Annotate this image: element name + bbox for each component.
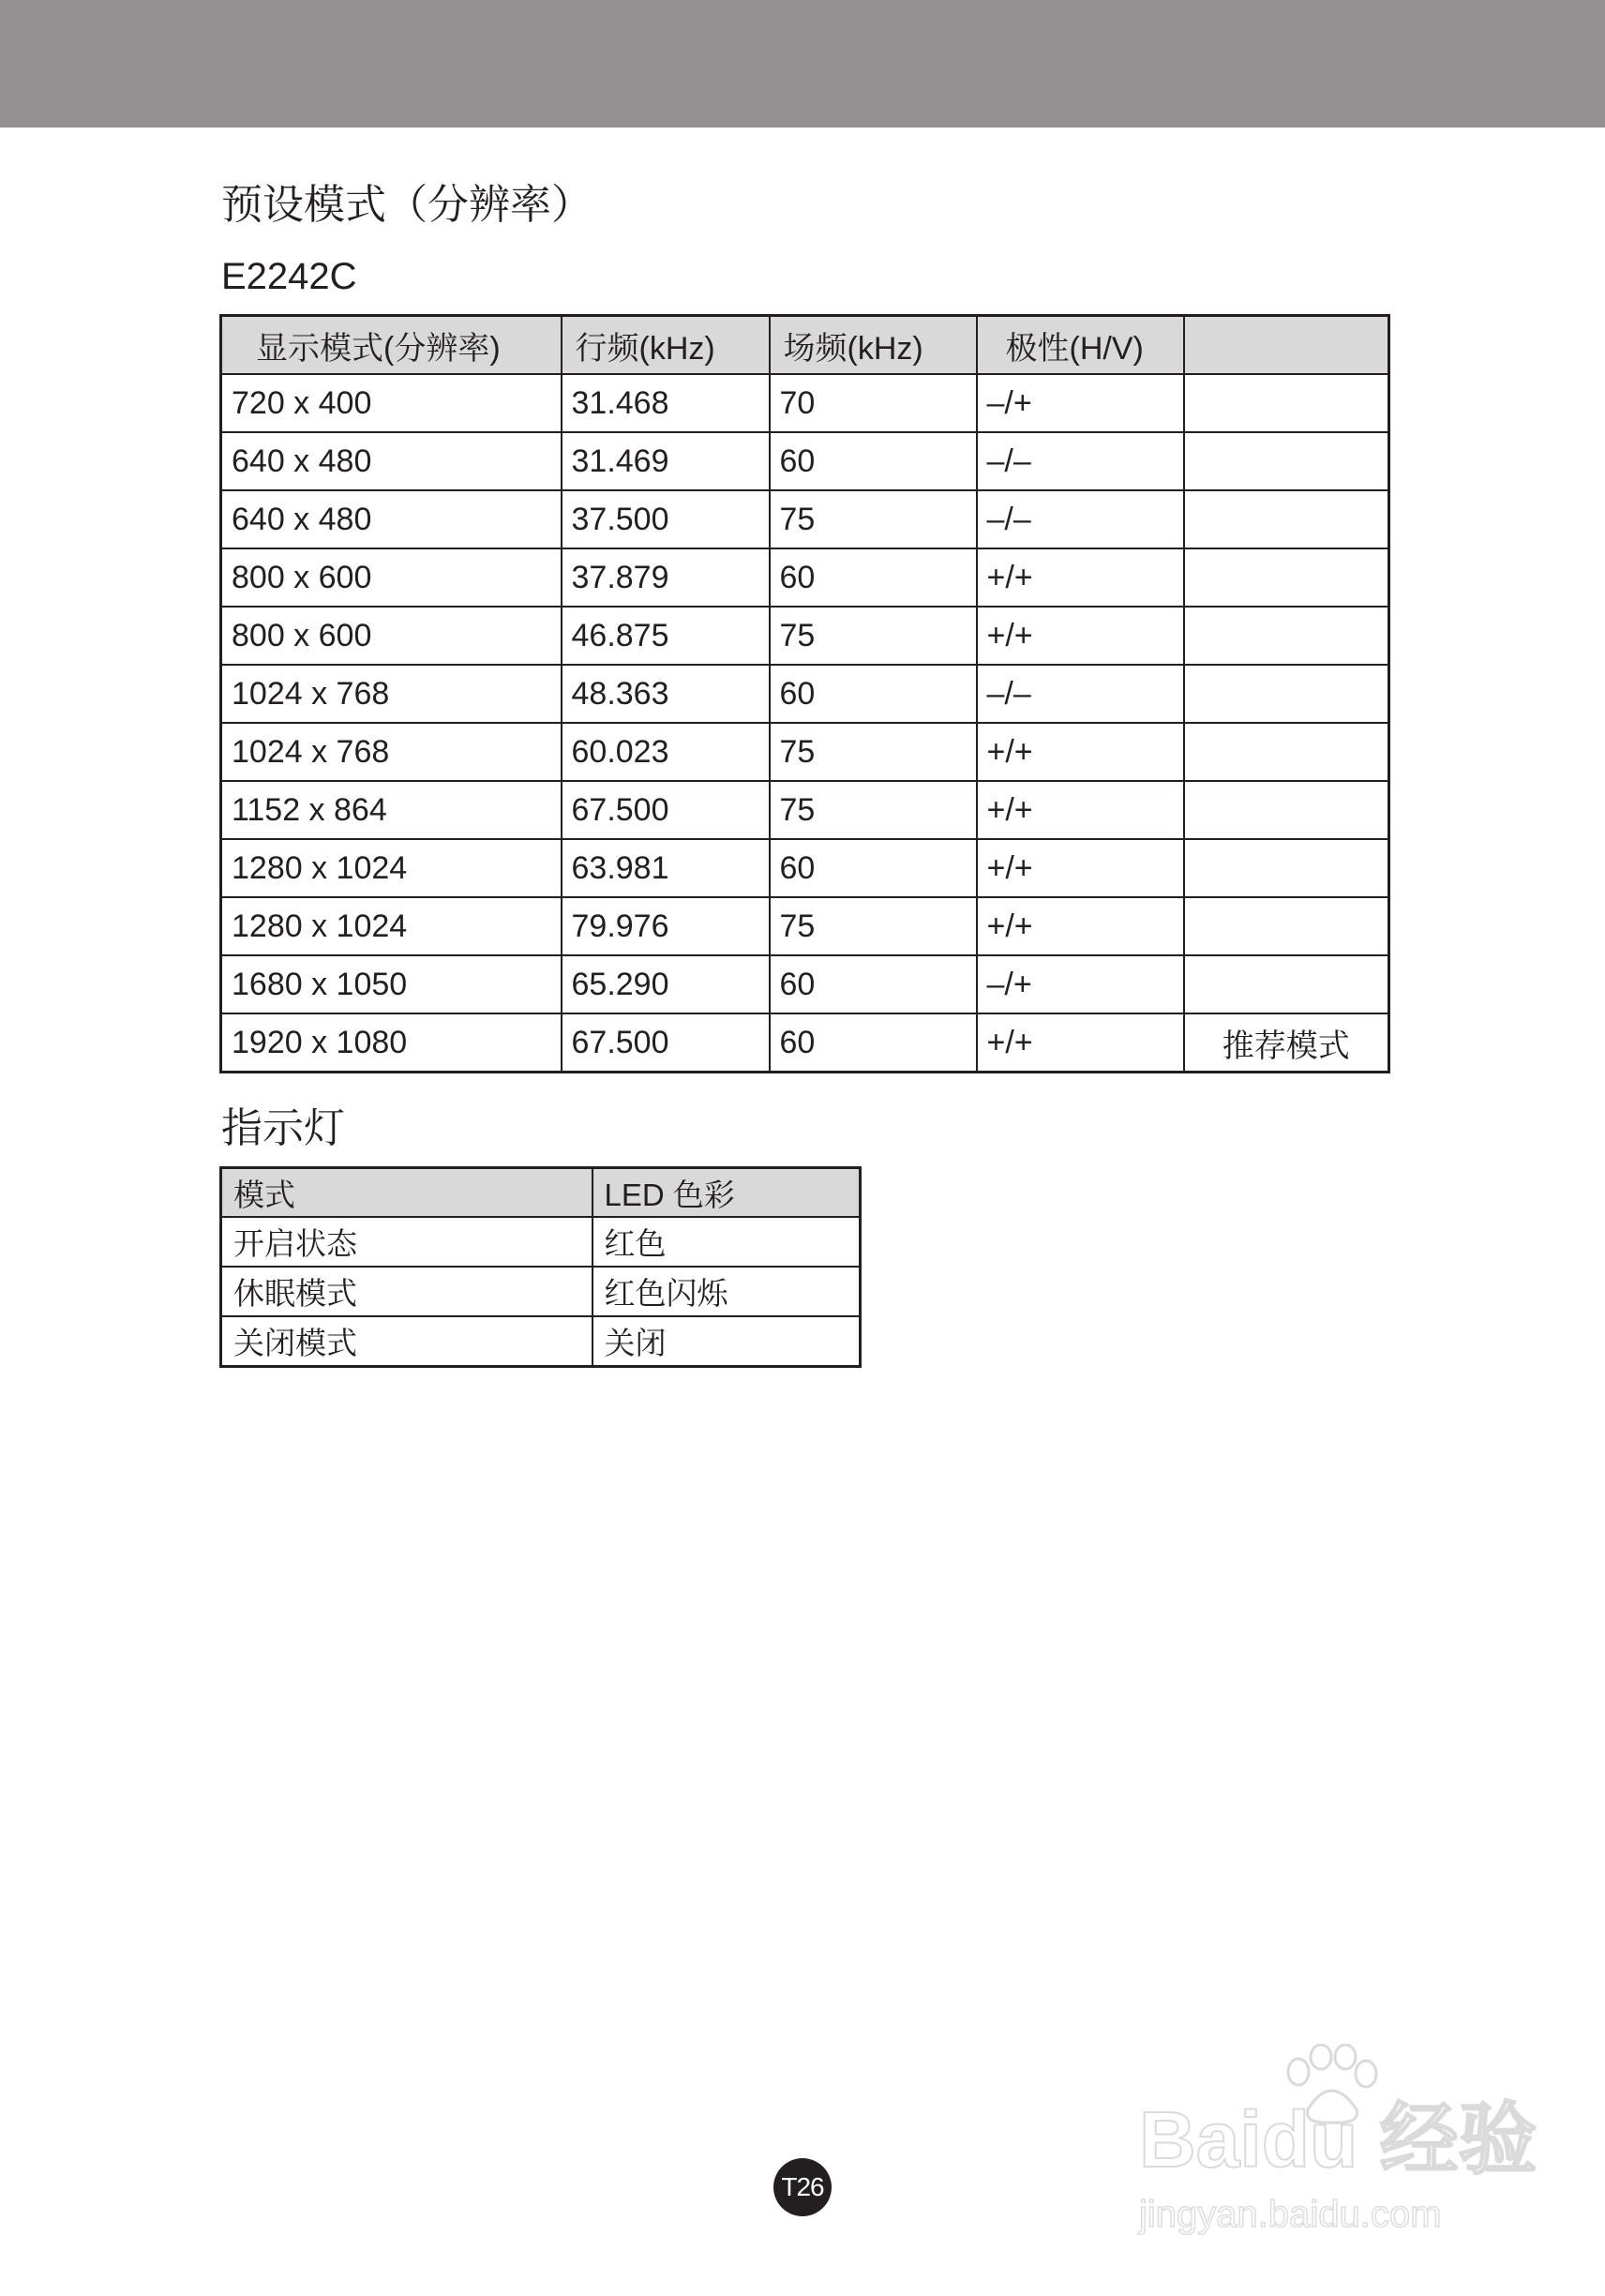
table-row <box>221 723 1389 781</box>
polarity-cell: +/+ <box>977 839 1184 897</box>
indicator-light-title: 指示灯 <box>221 1105 345 1151</box>
table-row <box>221 781 1389 839</box>
page-number-badge: T26 <box>773 2158 832 2216</box>
watermark-url-text: jingyan.baidu.com <box>1139 2194 1442 2235</box>
vertical-frequency-cell: 75 <box>770 897 977 955</box>
polarity-cell: –/+ <box>977 374 1184 432</box>
vertical-frequency-cell: 75 <box>770 781 977 839</box>
column-header-led-color: LED 色彩 <box>592 1168 861 1218</box>
table-row <box>221 665 1389 723</box>
horizontal-frequency-cell: 60.023 <box>562 723 770 781</box>
vertical-frequency-cell: 60 <box>770 839 977 897</box>
note-cell <box>1184 432 1389 490</box>
mode-cell: 关闭模式 <box>221 1316 592 1367</box>
horizontal-frequency-cell: 63.981 <box>562 839 770 897</box>
polarity-cell: +/+ <box>977 1013 1184 1073</box>
polarity-cell: –/– <box>977 490 1184 548</box>
note-cell <box>1184 781 1389 839</box>
polarity-cell: +/+ <box>977 607 1184 665</box>
led-indicator-table <box>219 1166 862 1368</box>
horizontal-frequency-cell: 46.875 <box>562 607 770 665</box>
table-row <box>221 839 1389 897</box>
baidu-watermark <box>1139 2044 1538 2278</box>
preset-mode-table <box>219 314 1390 1073</box>
polarity-cell: –/– <box>977 432 1184 490</box>
column-header-vertical-frequency: 场频(kHz) <box>770 316 977 375</box>
led-color-cell: 红色闪烁 <box>592 1267 861 1316</box>
resolution-cell: 800 x 600 <box>221 548 562 607</box>
table-row <box>221 1267 861 1316</box>
mode-cell: 休眠模式 <box>221 1267 592 1316</box>
horizontal-frequency-cell: 31.468 <box>562 374 770 432</box>
resolution-cell: 1024 x 768 <box>221 723 562 781</box>
polarity-cell: +/+ <box>977 723 1184 781</box>
table-row <box>221 432 1389 490</box>
note-cell <box>1184 665 1389 723</box>
vertical-frequency-cell: 60 <box>770 548 977 607</box>
note-cell <box>1184 839 1389 897</box>
resolution-cell: 1920 x 1080 <box>221 1013 562 1073</box>
polarity-cell: –/+ <box>977 955 1184 1013</box>
table-row <box>221 1013 1389 1073</box>
note-cell <box>1184 897 1389 955</box>
column-header-polarity: 极性(H/V) <box>977 316 1184 375</box>
polarity-cell: +/+ <box>977 897 1184 955</box>
horizontal-frequency-cell: 37.879 <box>562 548 770 607</box>
preset-mode-title: 预设模式（分辨率） <box>221 182 592 228</box>
note-cell <box>1184 374 1389 432</box>
note-cell <box>1184 723 1389 781</box>
table-row <box>221 955 1389 1013</box>
vertical-frequency-cell: 60 <box>770 955 977 1013</box>
table-header-row <box>221 1168 861 1218</box>
polarity-cell: +/+ <box>977 781 1184 839</box>
polarity-cell: +/+ <box>977 548 1184 607</box>
resolution-cell: 800 x 600 <box>221 607 562 665</box>
column-header-horizontal-frequency: 行频(kHz) <box>562 316 770 375</box>
horizontal-frequency-cell: 79.976 <box>562 897 770 955</box>
vertical-frequency-cell: 75 <box>770 723 977 781</box>
table-row <box>221 607 1389 665</box>
vertical-frequency-cell: 70 <box>770 374 977 432</box>
table-row <box>221 374 1389 432</box>
table-row <box>221 548 1389 607</box>
table-row <box>221 1217 861 1267</box>
vertical-frequency-cell: 60 <box>770 432 977 490</box>
vertical-frequency-cell: 75 <box>770 607 977 665</box>
watermark-logo-text: Baidu 经验 <box>1139 2095 1538 2183</box>
resolution-cell: 1680 x 1050 <box>221 955 562 1013</box>
note-cell <box>1184 490 1389 548</box>
column-header-resolution: 显示模式(分辨率) <box>221 316 562 375</box>
vertical-frequency-cell: 60 <box>770 665 977 723</box>
led-color-cell: 红色 <box>592 1217 861 1267</box>
resolution-cell: 640 x 480 <box>221 490 562 548</box>
horizontal-frequency-cell: 48.363 <box>562 665 770 723</box>
column-header-mode: 模式 <box>221 1168 592 1218</box>
resolution-cell: 1024 x 768 <box>221 665 562 723</box>
note-cell <box>1184 955 1389 1013</box>
resolution-cell: 640 x 480 <box>221 432 562 490</box>
resolution-cell: 720 x 400 <box>221 374 562 432</box>
top-band <box>0 0 1605 128</box>
note-cell <box>1184 607 1389 665</box>
table-row <box>221 1316 861 1367</box>
note-cell: 推荐模式 <box>1184 1013 1389 1073</box>
model-label: E2242C <box>221 256 357 297</box>
resolution-cell: 1280 x 1024 <box>221 897 562 955</box>
vertical-frequency-cell: 75 <box>770 490 977 548</box>
resolution-cell: 1280 x 1024 <box>221 839 562 897</box>
column-header-note <box>1184 316 1389 375</box>
led-color-cell: 关闭 <box>592 1316 861 1367</box>
vertical-frequency-cell: 60 <box>770 1013 977 1073</box>
horizontal-frequency-cell: 31.469 <box>562 432 770 490</box>
polarity-cell: –/– <box>977 665 1184 723</box>
note-cell <box>1184 548 1389 607</box>
table-row <box>221 490 1389 548</box>
horizontal-frequency-cell: 37.500 <box>562 490 770 548</box>
mode-cell: 开启状态 <box>221 1217 592 1267</box>
horizontal-frequency-cell: 65.290 <box>562 955 770 1013</box>
table-row <box>221 897 1389 955</box>
horizontal-frequency-cell: 67.500 <box>562 781 770 839</box>
table-header-row <box>221 316 1389 375</box>
horizontal-frequency-cell: 67.500 <box>562 1013 770 1073</box>
resolution-cell: 1152 x 864 <box>221 781 562 839</box>
